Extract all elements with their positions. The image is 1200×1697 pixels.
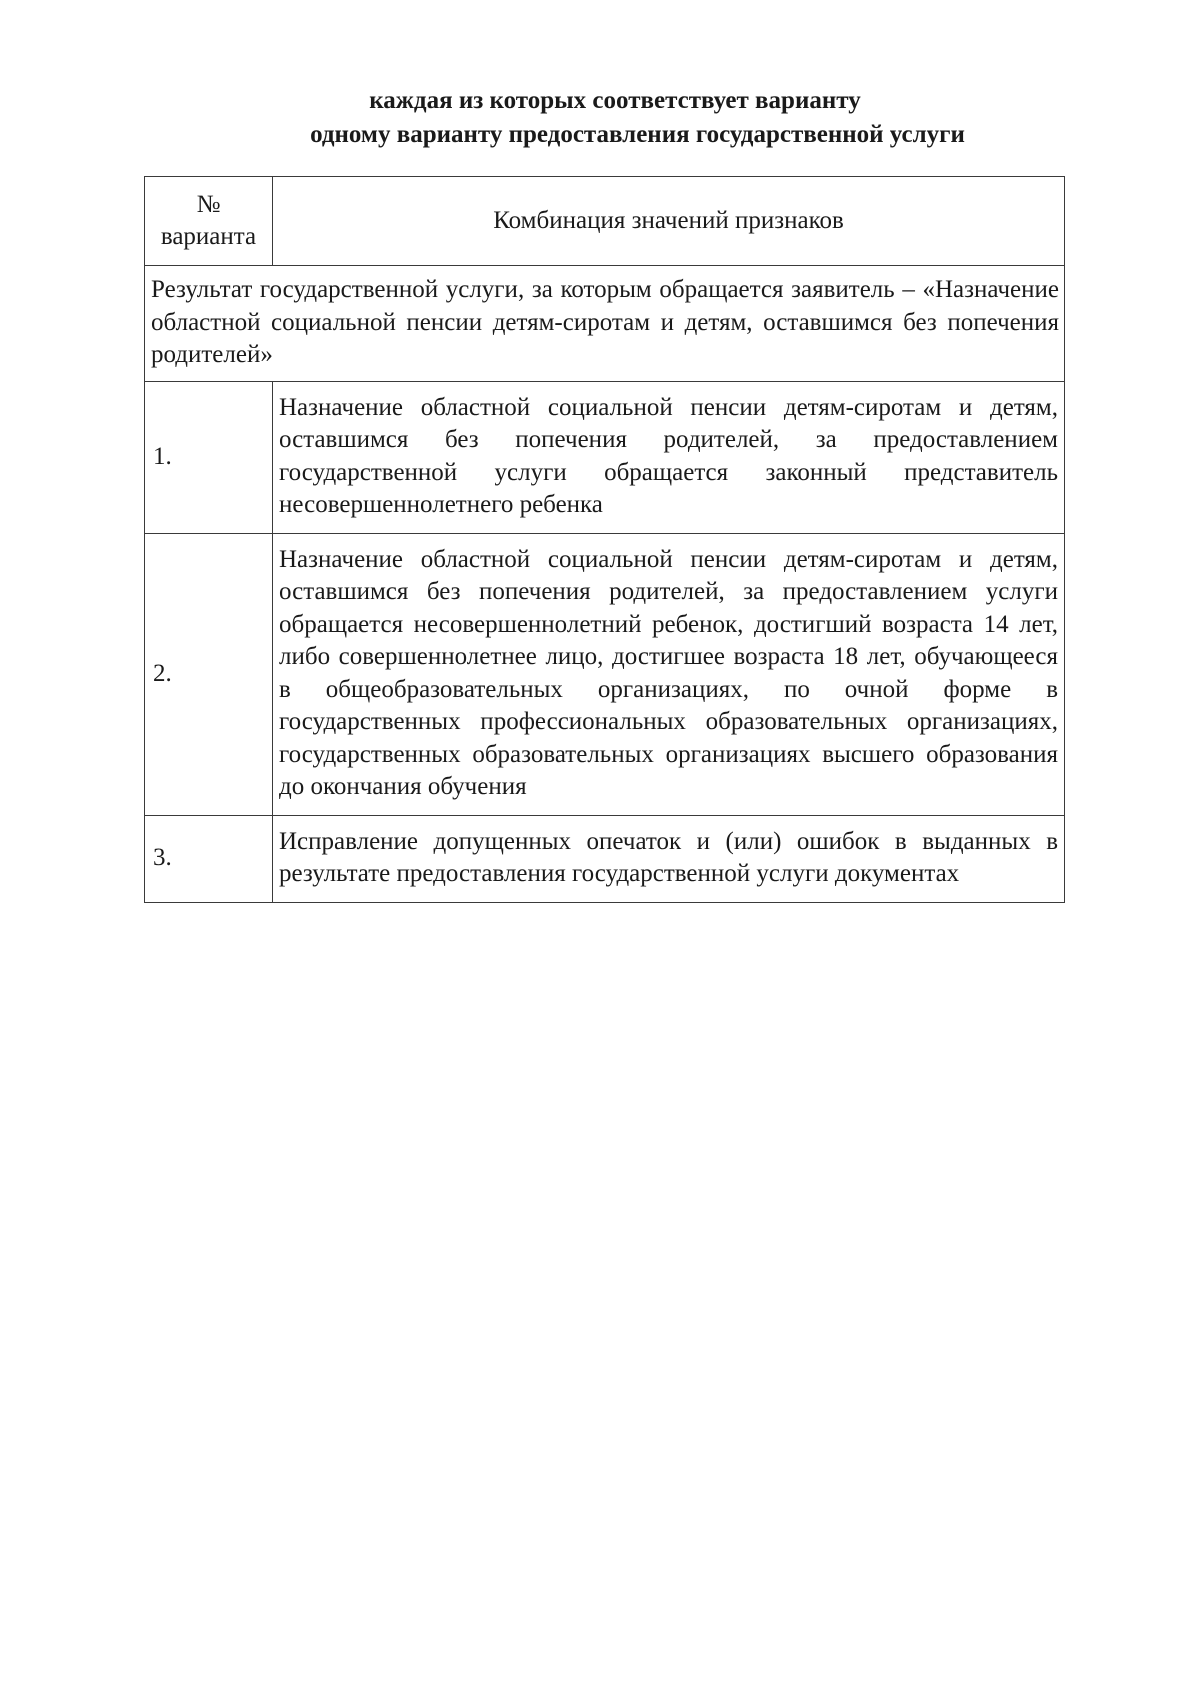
variant-number: 3. [145,815,273,902]
variant-description: Назначение областной социальной пенсии детям-сиротам и детям, оставшимся без попечения родителей, за предоставлением услуги обращается несовершеннолетний ребенок, достигший возраста 14 лет, либо совершеннолетнее лицо, достигшее возраста 18 лет, обучающееся в общеобразовательных организациях, по очной форме в государственных профессиональных образовательных организациях, государственных образовательных организациях высшего образования до окончания обучения [273,533,1065,815]
variant-number: 1. [145,381,273,533]
variant-label: варианта [160,223,257,250]
variant-description: Исправление допущенных опечаток и (или) ошибок в выданных в результате предоставления государственной услуги документах [273,815,1065,902]
table-row [145,815,1065,902]
heading-line-1: каждая из которых соответствует варианту [369,87,861,114]
document-heading [0,84,1200,152]
table-row [145,533,1065,815]
result-description: Результат государственной услуги, за которым обращается заявитель – «Назначение областной социальной пенсии детям-сиротам и детям, оставшимся без попечения родителей» [145,266,1065,382]
number-sign: № [196,190,221,218]
result-row [145,266,1065,382]
variant-number: 2. [145,533,273,815]
heading-line-2: одному варианту предоставления государственной услуги [310,121,965,148]
variants-table [144,176,1065,903]
variant-description: Назначение областной социальной пенсии детям-сиротам и детям, оставшимся без попечения родителей, за предоставлением государственной услуги обращается законный представитель несовершеннолетнего ребенка [273,381,1065,533]
header-variant-number [145,177,273,266]
header-combination: Комбинация значений признаков [273,177,1065,266]
table-header-row [145,177,1065,266]
table-row [145,381,1065,533]
